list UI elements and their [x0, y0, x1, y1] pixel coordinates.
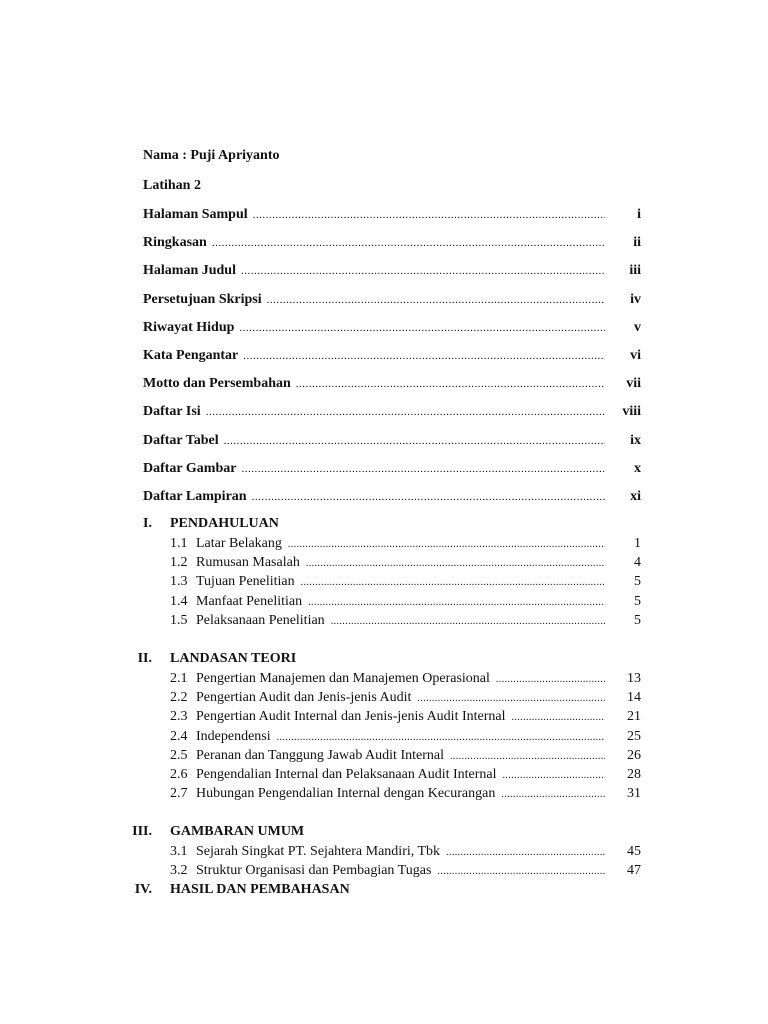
- dot-leader: [296, 378, 605, 390]
- section-page: 5: [634, 593, 641, 609]
- toc-entry-page: x: [634, 460, 641, 476]
- section-title: Latar Belakang: [196, 536, 282, 551]
- chapter-title: GAMBARAN UMUM: [170, 824, 305, 839]
- dot-leader: [437, 866, 605, 877]
- toc-subentry: [170, 536, 641, 554]
- dot-leader: [496, 674, 605, 685]
- section-title: Struktur Organisasi dan Pembagian Tugas: [196, 863, 432, 879]
- dot-leader: [417, 693, 605, 704]
- section-title: Pengertian Audit dan Jenis-jenis Audit: [196, 690, 412, 706]
- section-number: 1.1: [170, 536, 188, 551]
- chapter-number: I.: [143, 516, 152, 531]
- toc-entry-label: Halaman Sampul: [143, 207, 248, 222]
- dot-leader: [511, 712, 605, 723]
- section-number: 1.3: [170, 574, 188, 590]
- toc-subentry: [170, 729, 641, 747]
- section-page: 1: [634, 536, 641, 551]
- section-number: 2.7: [170, 786, 188, 802]
- section-page: 14: [627, 690, 641, 706]
- chapter-title: LANDASAN TEORI: [170, 651, 297, 666]
- chapter-number: II.: [137, 651, 152, 666]
- section-page: 5: [634, 612, 641, 628]
- section-page: 28: [627, 767, 641, 782]
- toc-entry: [143, 207, 641, 225]
- toc-entry-label: Halaman Judul: [143, 263, 236, 279]
- dot-leader: [212, 237, 605, 249]
- section-number: 3.1: [170, 844, 188, 859]
- toc-subentry: [170, 690, 641, 708]
- chapter-number: III.: [132, 824, 152, 839]
- toc-entry: [143, 320, 641, 338]
- toc-subentry: [170, 767, 641, 785]
- toc-entry: [143, 235, 641, 253]
- section-title: Independensi: [196, 728, 271, 744]
- dot-leader: [277, 732, 605, 743]
- toc-subentry: [170, 786, 641, 804]
- toc-subentry: [170, 844, 641, 862]
- toc-entry-page: iii: [629, 263, 641, 279]
- section-number: 3.2: [170, 863, 188, 879]
- dot-leader: [253, 209, 605, 221]
- toc-subentry: [170, 863, 641, 881]
- chapter-heading: [0, 516, 768, 534]
- section-title: Pengertian Audit Internal dan Jenis-jenis Audit Internal: [196, 709, 506, 725]
- toc-entry: [143, 263, 641, 281]
- section-title: Pengertian Manajemen dan Manajemen Operasional: [196, 671, 490, 686]
- dot-leader: [241, 265, 605, 277]
- dot-leader: [206, 406, 605, 418]
- toc-entry-label: Daftar Lampiran: [143, 489, 247, 504]
- section-page: 4: [634, 555, 641, 571]
- dot-leader: [288, 539, 605, 550]
- toc-entry-page: viii: [622, 404, 641, 420]
- chapter-heading: [0, 882, 768, 900]
- chapter-number: IV.: [134, 882, 152, 897]
- section-page: 21: [627, 709, 641, 725]
- dot-leader: [243, 350, 605, 362]
- dot-leader: [267, 294, 605, 306]
- toc-entry: [143, 404, 641, 422]
- toc-entry-label: Daftar Tabel: [143, 432, 219, 448]
- section-number: 2.2: [170, 690, 188, 706]
- dot-leader: [501, 789, 605, 800]
- section-title: Sejarah Singkat PT. Sejahtera Mandiri, Tbk: [196, 844, 441, 859]
- section-number: 2.5: [170, 747, 188, 763]
- section-title: Peranan dan Tanggung Jawab Audit Internal: [196, 747, 444, 763]
- chapter-title: HASIL DAN PEMBAHASAN: [170, 882, 350, 897]
- dot-leader: [446, 847, 605, 858]
- toc-entry-label: Motto dan Persembahan: [143, 376, 291, 392]
- toc-subentry: [170, 574, 641, 592]
- section-page: 47: [627, 863, 641, 879]
- toc-subentry: [170, 709, 641, 727]
- toc-entry-page: xi: [630, 489, 641, 504]
- exercise-title: Latihan 2: [143, 178, 201, 193]
- toc-subentry: [170, 671, 641, 689]
- toc-entry-page: vi: [630, 348, 641, 363]
- toc-entry: [143, 489, 641, 507]
- toc-entry: [143, 433, 641, 451]
- section-number: 2.4: [170, 728, 188, 744]
- section-number: 2.6: [170, 767, 188, 782]
- dot-leader: [306, 558, 605, 569]
- section-title: Hubungan Pengendalian Internal dengan Kecurangan: [196, 786, 496, 802]
- dot-leader: [450, 751, 605, 762]
- dot-leader: [252, 491, 605, 503]
- section-number: 1.5: [170, 612, 188, 628]
- toc-entry: [143, 376, 641, 394]
- toc-entry-label: Daftar Gambar: [143, 460, 237, 476]
- dot-leader: [301, 577, 605, 588]
- section-title: Pelaksanaan Penelitian: [196, 612, 325, 628]
- toc-entry-page: ii: [633, 235, 641, 251]
- section-page: 25: [627, 728, 641, 744]
- toc-subentry: [170, 613, 641, 631]
- section-title: Pengendalian Internal dan Pelaksanaan Audit Internal: [196, 767, 497, 782]
- section-page: 26: [627, 747, 641, 763]
- section-page: 13: [627, 671, 641, 686]
- toc-entry-label: Persetujuan Skripsi: [143, 291, 262, 307]
- section-number: 1.4: [170, 593, 188, 609]
- toc-entry-page: iv: [630, 291, 641, 307]
- toc-subentry: [170, 748, 641, 766]
- section-page: 31: [627, 786, 641, 802]
- toc-entry-page: i: [637, 207, 641, 222]
- toc-entry-label: Kata Pengantar: [143, 348, 239, 363]
- chapter-heading: [0, 651, 768, 669]
- section-page: 5: [634, 574, 641, 590]
- section-title: Rumusan Masalah: [196, 555, 300, 571]
- toc-entry-label: Daftar Isi: [143, 404, 201, 420]
- toc-entry: [143, 348, 641, 366]
- chapter-title: PENDAHULUAN: [170, 516, 279, 531]
- dot-leader: [241, 463, 605, 475]
- toc-entry: [143, 292, 641, 310]
- dot-leader: [331, 616, 605, 627]
- dot-leader: [308, 597, 605, 608]
- chapter-heading: [0, 824, 768, 842]
- toc-entry-page: ix: [630, 432, 641, 448]
- section-page: 45: [627, 844, 641, 859]
- toc-subentry: [170, 594, 641, 612]
- toc-entry-label: Ringkasan: [143, 235, 207, 251]
- author-name: Nama : Puji Apriyanto: [143, 148, 280, 163]
- section-number: 1.2: [170, 555, 188, 571]
- dot-leader: [224, 435, 605, 447]
- dot-leader: [239, 322, 605, 334]
- section-number: 2.1: [170, 671, 188, 686]
- toc-entry-label: Riwayat Hidup: [143, 319, 235, 335]
- toc-entry: [143, 461, 641, 479]
- section-title: Tujuan Penelitian: [196, 574, 295, 590]
- toc-entry-page: v: [634, 319, 641, 335]
- toc-entry-page: vii: [626, 376, 641, 392]
- toc-subentry: [170, 555, 641, 573]
- section-title: Manfaat Penelitian: [196, 593, 303, 609]
- section-number: 2.3: [170, 709, 188, 725]
- dot-leader: [503, 770, 605, 781]
